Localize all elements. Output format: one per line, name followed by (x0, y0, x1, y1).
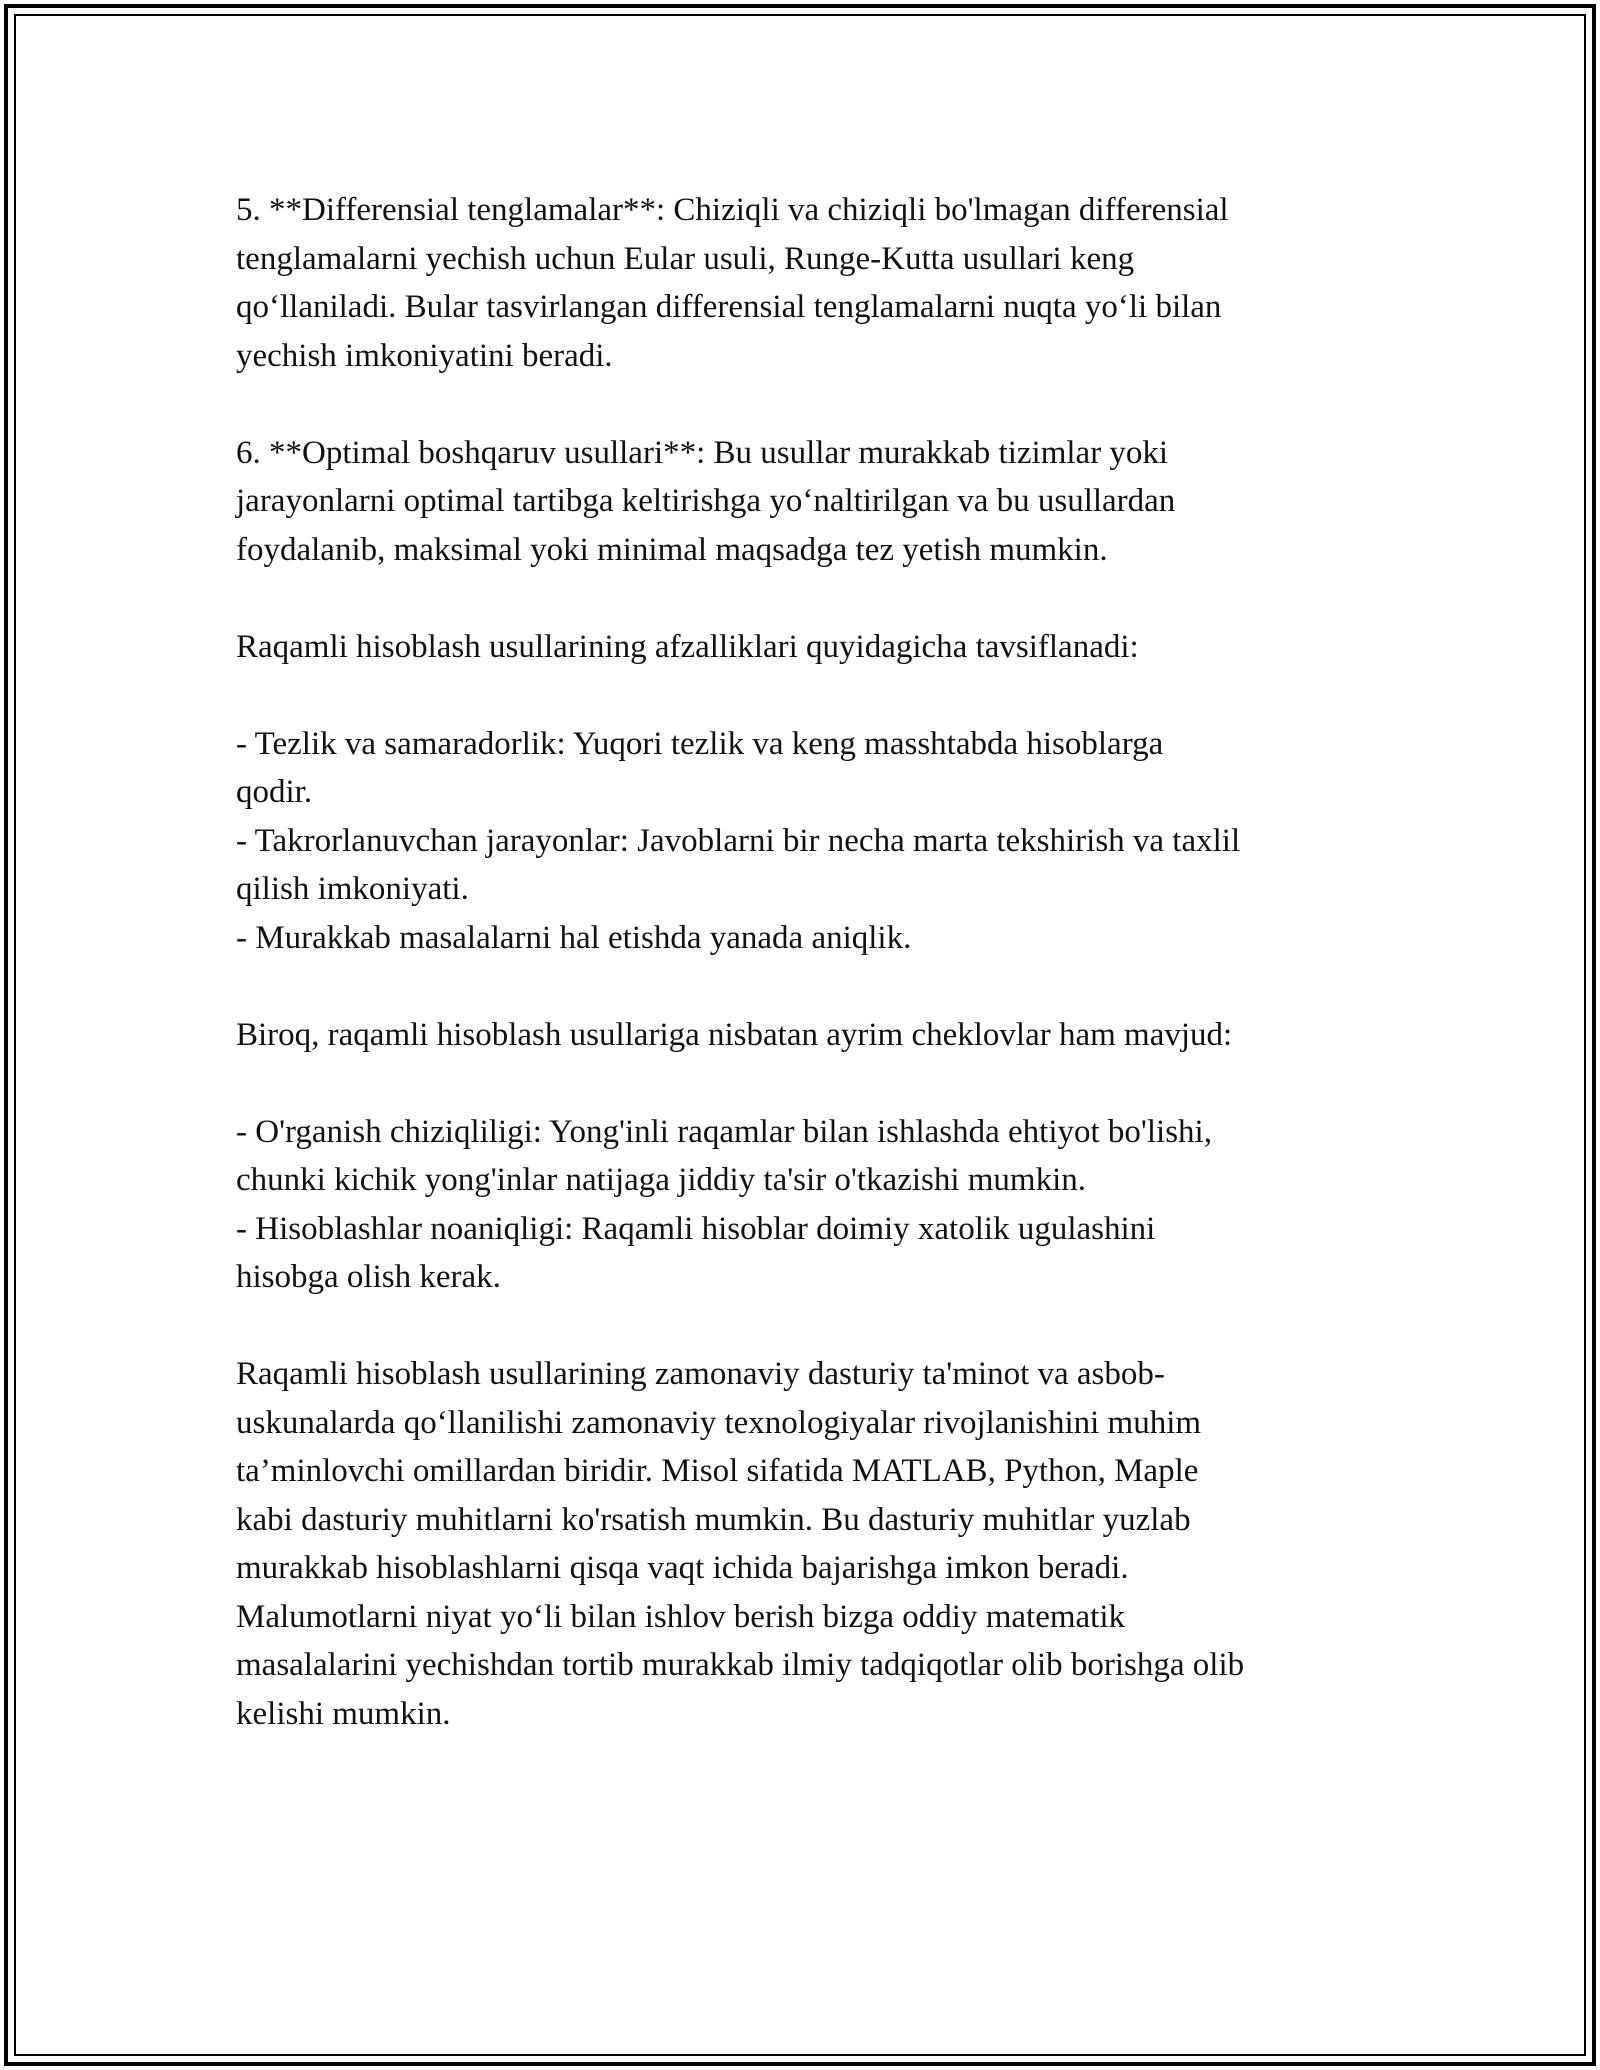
paragraph-gap (236, 574, 1376, 623)
paragraph-gap (236, 1059, 1376, 1108)
text-line: qo‘llaniladi. Bular tasvirlangan differensial tenglamalarni nuqta yo‘li bilan (236, 289, 1222, 325)
text-line: 5. **Differensial tenglamalar**: Chiziqli va chiziqli bo'lmagan differensial (236, 192, 1229, 228)
document-body (236, 186, 1376, 1738)
text-line: Raqamli hisoblash usullarining afzalliklari quyidagicha tavsiflanadi: (236, 628, 1139, 665)
paragraph-gap (236, 1302, 1376, 1351)
text-line: - Murakkab masalalarni hal etishda yanada aniqlik. (236, 919, 912, 956)
paragraph-gap (236, 962, 1376, 1011)
text-line: foydalanib, maksimal yoki minimal maqsadga tez yetish mumkin. (236, 531, 1108, 568)
text-line: - Hisoblashlar noaniqligi: Raqamli hisoblar doimiy xatolik ugulashini (236, 1210, 1156, 1247)
text-line: uskunalarda qo‘llanilishi zamonaviy texnologiyalar rivojlanishini muhim (236, 1404, 1202, 1441)
paragraph-gap (236, 380, 1376, 429)
text-line: hisobga olish kerak. (236, 1259, 501, 1295)
text-line: ta’minlovchi omillardan biridir. Misol sifatida MATLAB, Python, Maple (236, 1453, 1199, 1489)
text-line: yechish imkoniyatini beradi. (236, 337, 613, 374)
text-line: qilish imkoniyati. (236, 871, 469, 907)
text-line: murakkab hisoblashlarni qisqa vaqt ichida bajarishga imkon beradi. (236, 1550, 1129, 1586)
text-line: chunki kichik yong'inlar natijaga jiddiy ta'sir o'tkazishi mumkin. (236, 1162, 1087, 1198)
text-line: tenglamalarni yechish uchun Eular usuli, Runge-Kutta usullari keng (236, 240, 1135, 277)
text-line: Malumotlarni niyat yo‘li bilan ishlov berish bizga oddiy matematik (236, 1598, 1126, 1635)
text-line: - Takrorlanuvchan jarayonlar: Javoblarni bir necha marta tekshirish va taxlil (236, 822, 1241, 859)
text-line: kelishi mumkin. (236, 1695, 451, 1732)
text-line: - Tezlik va samaradorlik: Yuqori tezlik va keng masshtabda hisoblarga (236, 725, 1164, 762)
text-line: qodir. (236, 774, 313, 810)
text-line: Raqamli hisoblash usullarining zamonaviy dasturiy ta'minot va asbob- (236, 1356, 1165, 1392)
text-line: 6. **Optimal boshqaruv usullari**: Bu usullar murakkab tizimlar yoki (236, 434, 1169, 471)
text-line: - O'rganish chiziqliligi: Yong'inli raqamlar bilan ishlashda ehtiyot bo'lishi, (236, 1113, 1212, 1150)
text-line: masalalarini yechishdan tortib murakkab ilmiy tadqiqotlar olib borishga olib (236, 1647, 1245, 1683)
text-line: Biroq, raqamli hisoblash usullariga nisbatan ayrim cheklovlar ham mavjud: (236, 1016, 1233, 1053)
text-line: kabi dasturiy muhitlarni ko'rsatish mumkin. Bu dasturiy muhitlar yuzlab (236, 1501, 1191, 1538)
paragraph-gap (236, 671, 1376, 720)
text-line: jarayonlarni optimal tartibga keltirishga yo‘naltirilgan va bu usullardan (236, 483, 1176, 519)
